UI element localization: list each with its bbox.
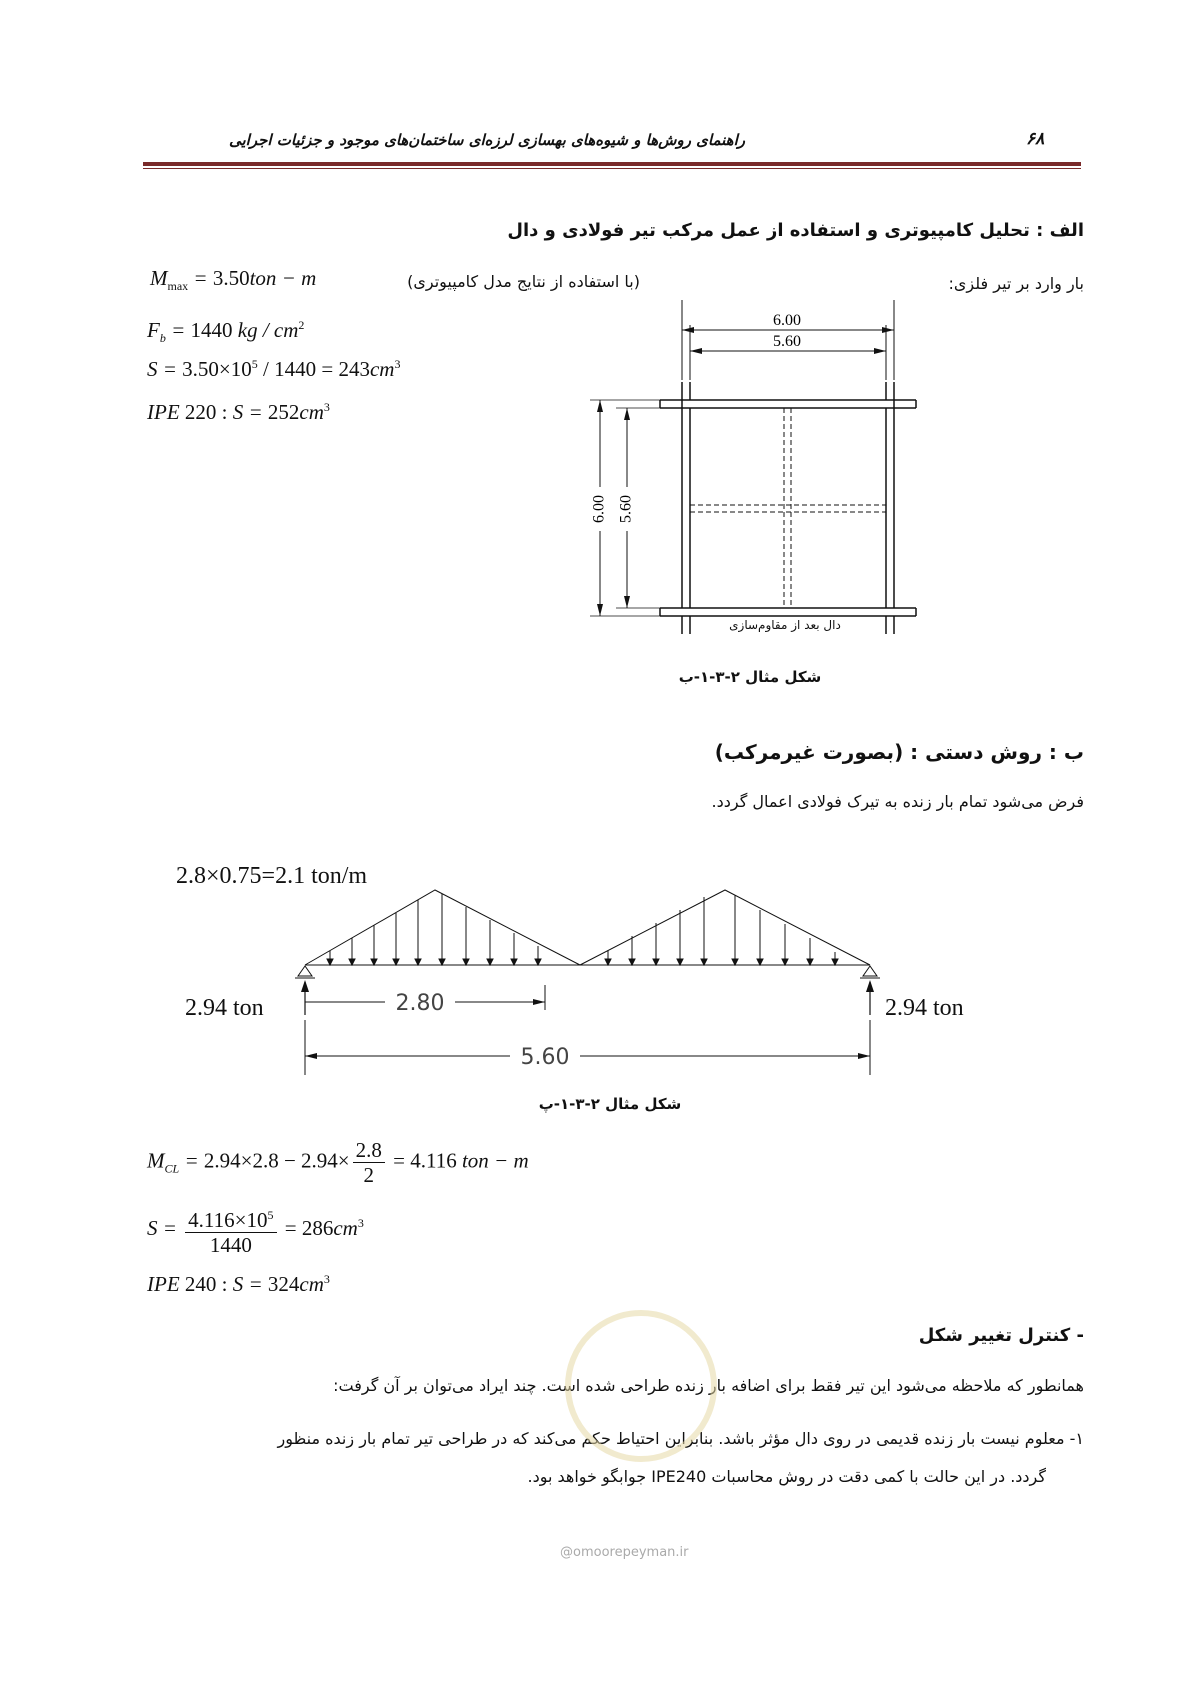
dim-outer-v: 6.00 (590, 495, 608, 523)
assumption-text: فرض می‌شود تمام بار زنده به تیرک فولادی اعمال گردد. (711, 792, 1084, 811)
load-label: 2.8×0.75=2.1 ton/m (176, 863, 368, 889)
figure2-caption: شکل مثال ۲-۳-۱-پ (538, 1095, 682, 1113)
dim-full: 5.60 (520, 1045, 570, 1070)
figure1-caption: شکل مثال ۲-۳-۱-ب (678, 668, 822, 686)
equation-s-b: S = $\frac{4.116\times 10^5}{1440}$ = $286cm^3$ (147, 1203, 364, 1257)
equation-ipe220: IPE 220 : $S = 252cm^3$ (147, 400, 330, 424)
equation-s-a: $S = 3.50\times 10^5 / 1440 = 243cm^3$ (147, 357, 401, 381)
header-rule-thick (143, 162, 1081, 166)
deformation-item1-line2: گردد. در این حالت با کمی دقت در روش محاسبات IPE240 جوابگو خواهد بود. (527, 1467, 1046, 1486)
slab-label: دال بعد از مقاوم‌سازی (729, 618, 841, 632)
equation-mcl: $M_{CL} = 2.94\times 2.8 - 2.94\times$ $\frac{2.8}{2}$ = 4.116 ton − m (147, 1138, 529, 1187)
beam-load-figure (290, 880, 880, 1080)
header-title: راهنمای روش‌ها و شیوه‌های بهسازی لرزه‌ای ساختمان‌های موجود و جزئیات اجرایی (228, 131, 745, 149)
reaction-right: 2.94 ton (885, 995, 964, 1021)
dim-inner-v: 5.60 (617, 495, 635, 523)
dim-inner-h: 5.60 (773, 333, 801, 350)
header-rule-thin (143, 168, 1081, 169)
dim-outer-h: 6.00 (773, 312, 801, 329)
deformation-item1-line1: ۱- معلوم نیست بار زنده قدیمی در روی دال مؤثر باشد. بنابراین احتیاط حکم می‌کند که در طراحی تیر تمام بار زنده منظور (277, 1429, 1084, 1448)
watermark-seal (565, 1310, 717, 1462)
computer-model-note: (با استفاده از نتایج مدل کامپیوتری) (407, 272, 640, 291)
deformation-title: - کنترل تغییر شکل (918, 1325, 1084, 1346)
deformation-intro: همانطور که ملاحظه می‌شود این تیر فقط برای اضافه بار زنده طراحی شده است. چند ایراد می‌توان بر آن گرفت: (333, 1376, 1084, 1395)
section-a-title: الف : تحلیل کامپیوتری و استفاده از عمل مرکب تیر فولادی و دال (507, 220, 1084, 241)
slab-plan-vertical-dims (580, 395, 650, 625)
load-label: بار وارد بر تیر فلزی: (948, 274, 1084, 293)
reaction-left: 2.94 ton (185, 995, 264, 1021)
section-b-title: ب : روش دستی : (بصورت غیرمرکب) (714, 740, 1084, 764)
equation-fb: $F_b = 1440$ kg / $cm^2$ (147, 318, 305, 346)
equation-mmax: $M_{max} = 3.50ton - m$ (150, 266, 317, 294)
equation-ipe240: IPE 240 : $S = 324cm^3$ (147, 1272, 330, 1296)
watermark-text: @omoorepeyman.ir (560, 1545, 689, 1560)
dim-half: 2.80 (395, 991, 445, 1016)
page-number: ۶۸ (1026, 129, 1045, 149)
